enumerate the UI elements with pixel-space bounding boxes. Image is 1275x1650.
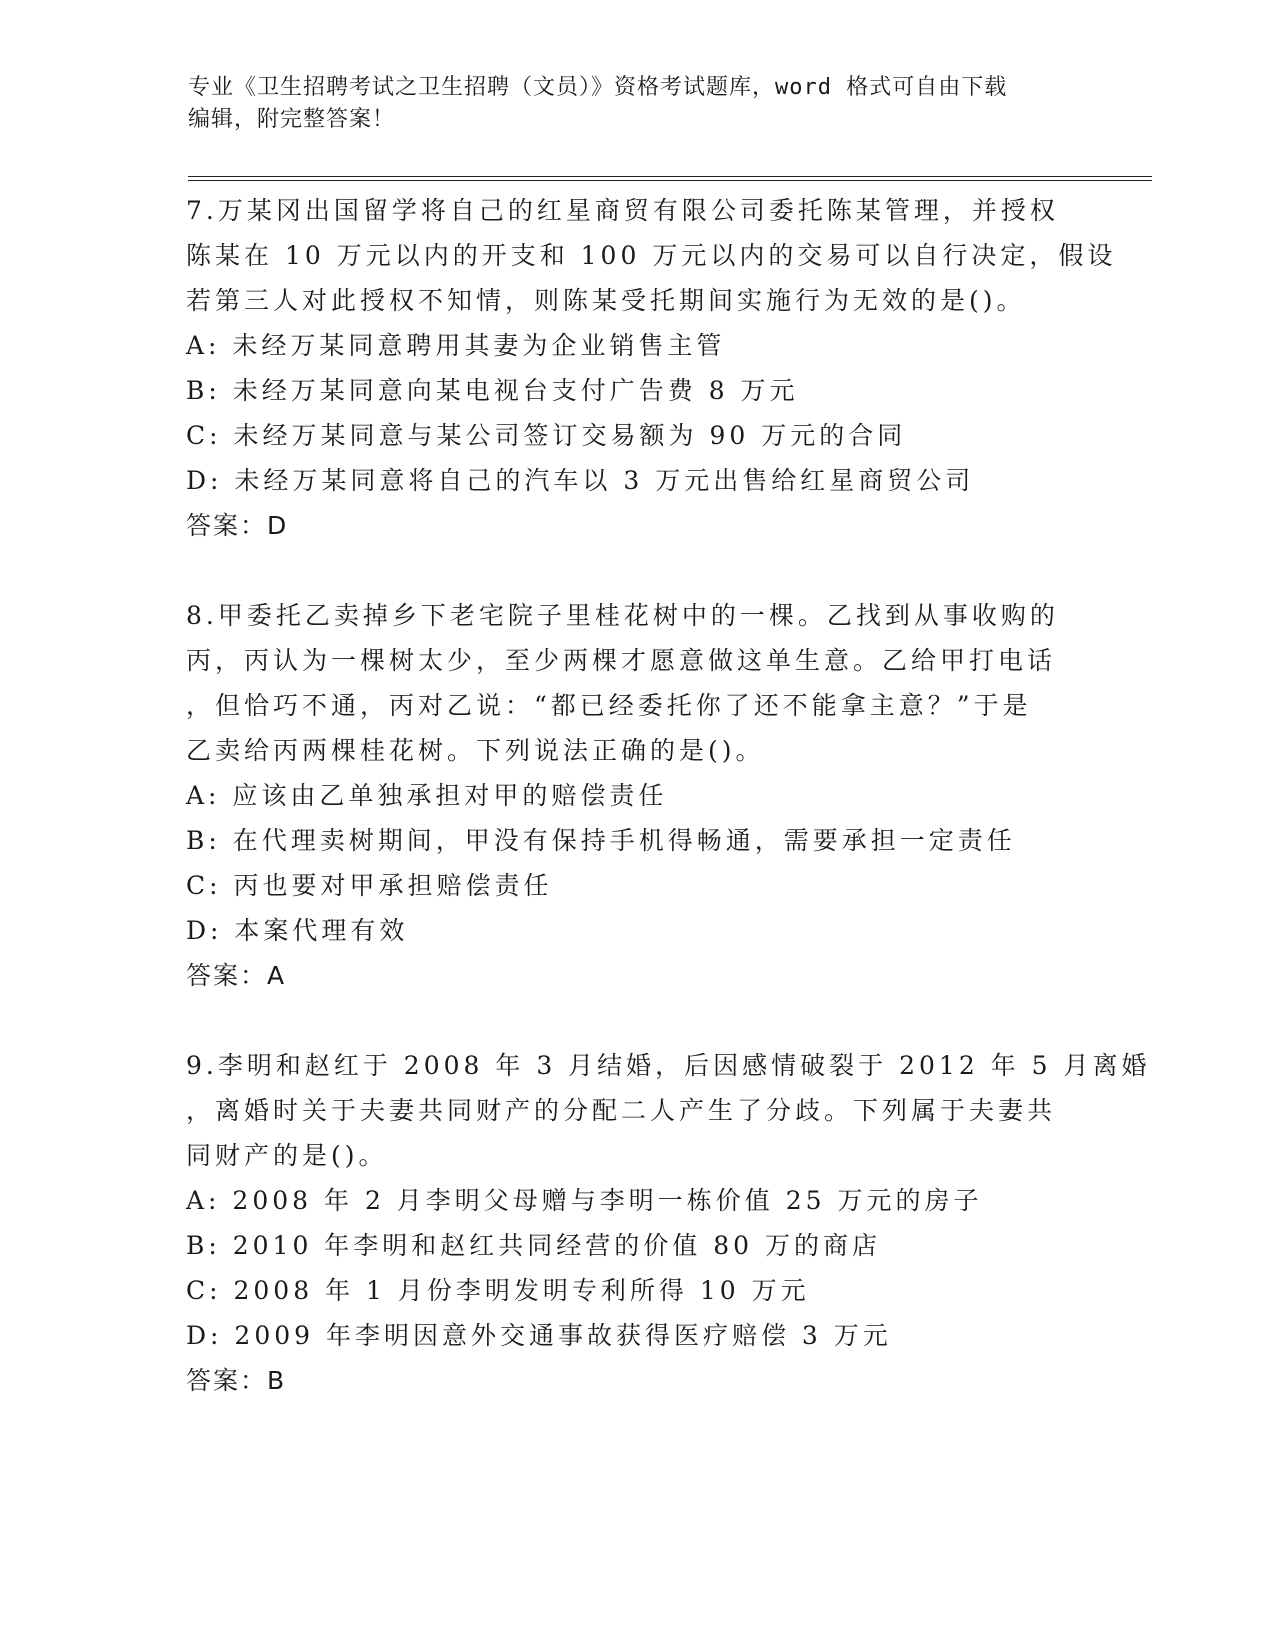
option-c: C: 2008 年 1 月份李明发明专利所得 10 万元: [186, 1276, 810, 1305]
question-stem-line: ，但恰巧不通，丙对乙说：“都已经委托你了还不能拿主意？”于是: [186, 691, 1032, 720]
question-spacer: [186, 548, 1086, 593]
option-c: C: 丙也要对甲承担赔偿责任: [186, 871, 553, 900]
option-b: B: 在代理卖树期间，甲没有保持手机得畅通，需要承担一定责任: [186, 826, 1016, 855]
option-b: B: 2010 年李明和赵红共同经营的价值 80 万的商店: [186, 1231, 882, 1260]
option-a: A: 应该由乙单独承担对甲的赔偿责任: [186, 781, 668, 810]
option-d: D: 本案代理有效: [186, 916, 409, 945]
header-divider-thick: [188, 180, 1152, 181]
option-d: D: 未经万某同意将自己的汽车以 3 万元出售给红星商贸公司: [186, 466, 975, 495]
option-a: A: 2008 年 2 月李明父母赠与李明一栋价值 25 万元的房子: [186, 1186, 983, 1215]
question-stem-line: 陈某在 10 万元以内的开支和 100 万元以内的交易可以自行决定，假设: [186, 241, 1117, 270]
option-a: A: 未经万某同意聘用其妻为企业销售主管: [186, 331, 726, 360]
question-spacer: [186, 998, 1086, 1043]
answer-label: 答案：A: [186, 961, 287, 990]
header-line-2: 编辑，附完整答案！: [188, 107, 396, 132]
question-stem-line: 7.万某冈出国留学将自己的红星商贸有限公司委托陈某管理，并授权: [186, 196, 1059, 225]
question-7: [186, 188, 1117, 548]
option-d: D: 2009 年李明因意外交通事故获得医疗赔偿 3 万元: [186, 1321, 892, 1350]
question-stem-line: 8.甲委托乙卖掉乡下老宅院子里桂花树中的一棵。乙找到从事收购的: [186, 601, 1059, 630]
option-c: C: 未经万某同意与某公司签订交易额为 90 万元的合同: [186, 421, 907, 450]
question-stem-line: 同财产的是()。: [186, 1141, 388, 1170]
question-list: [186, 188, 1151, 1403]
question-stem-line: ，离婚时关于夫妻共同财产的分配二人产生了分歧。下列属于夫妻共: [186, 1096, 1057, 1125]
question-stem-line: 丙，丙认为一棵树太少，至少两棵才愿意做这单生意。乙给甲打电话: [186, 646, 1057, 675]
option-b: B: 未经万某同意向某电视台支付广告费 8 万元: [186, 376, 799, 405]
question-stem-line: 9.李明和赵红于 2008 年 3 月结婚，后因感情破裂于 2012 年 5 月离婚: [186, 1051, 1151, 1080]
header-divider-thin: [188, 176, 1152, 177]
header-line-1: 专业《卫生招聘考试之卫生招聘（文员）》资格考试题库，word 格式可自由下载: [188, 75, 1008, 100]
question-stem-line: 乙卖给丙两棵桂花树。下列说法正确的是()。: [186, 736, 765, 765]
question-9: [186, 1043, 1151, 1403]
document-header: [188, 72, 1088, 136]
question-stem-line: 若第三人对此授权不知情，则陈某受托期间实施行为无效的是()。: [186, 286, 1026, 315]
answer-label: 答案：D: [186, 511, 289, 540]
answer-label: 答案：B: [186, 1366, 287, 1395]
question-8: [186, 593, 1086, 998]
